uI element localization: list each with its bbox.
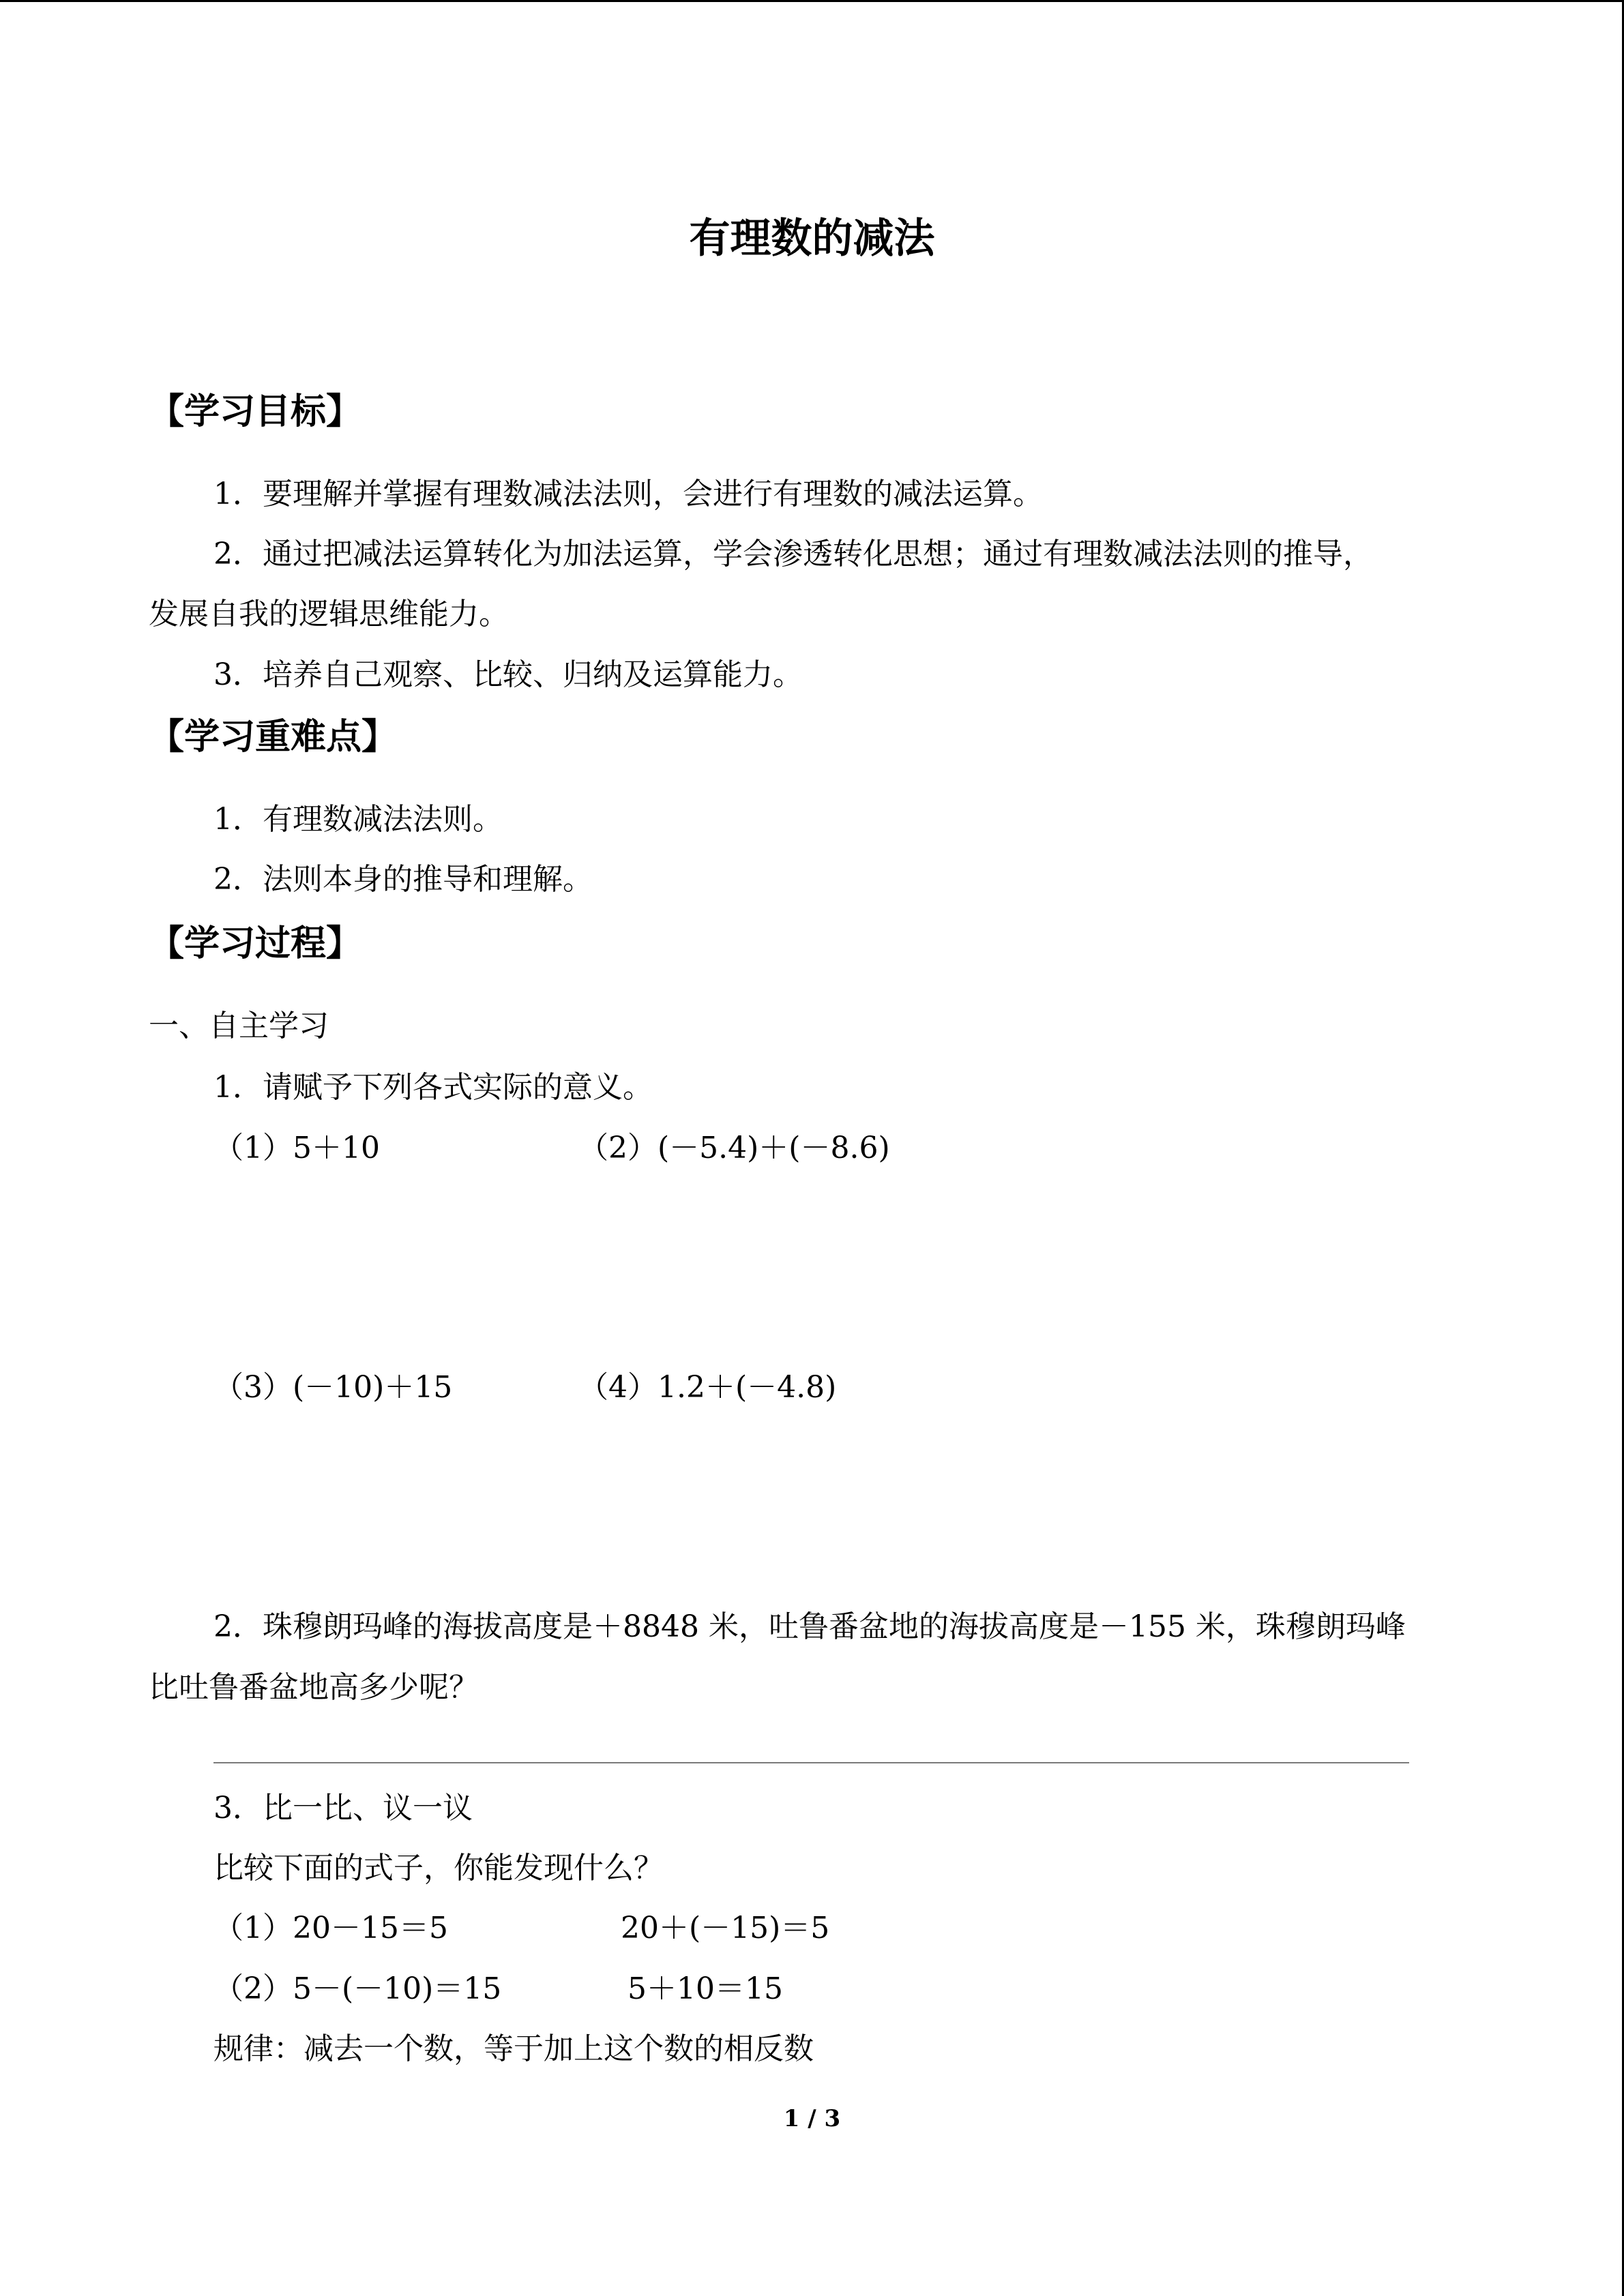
objective-item-2-continued: 发展自我的逻辑思维能力。 xyxy=(149,597,509,631)
question-1: 1．请赋予下列各式实际的意义。 xyxy=(213,1070,653,1105)
expression-item-4: （4）1.2＋(－4.8) xyxy=(578,1370,837,1405)
rule-statement: 规律：减去一个数，等于加上这个数的相反数 xyxy=(213,2031,814,2066)
section-heading-key-points: 【学习重难点】 xyxy=(149,716,398,758)
objective-item-2: 2．通过把减法运算转化为加法运算，学会渗透转化思想；通过有理数减法法则的推导， xyxy=(213,537,1373,571)
section-heading-process: 【学习过程】 xyxy=(149,923,362,964)
question-3-prompt: 比较下面的式子，你能发现什么？ xyxy=(213,1851,664,1885)
comparison-row-2-left: （2）5－(－10)＝15 xyxy=(213,1971,502,2006)
comparison-row-1-right: 20＋(－15)＝5 xyxy=(621,1911,830,1945)
section-heading-objectives: 【学习目标】 xyxy=(149,391,362,432)
comparison-row-1-left: （1）20－15＝5 xyxy=(213,1911,448,1945)
key-point-item-2: 2．法则本身的推导和理解。 xyxy=(213,862,593,897)
expression-item-2: （2）(－5.4)＋(－8.6) xyxy=(578,1131,890,1165)
expression-item-1: （1）5＋10 xyxy=(213,1131,380,1165)
question-2: 2．珠穆朗玛峰的海拔高度是＋8848 米，吐鲁番盆地的海拔高度是－155 米，珠穆朗玛峰 xyxy=(213,1609,1406,1644)
page-title: 有理数的减法 xyxy=(689,215,935,263)
objective-item-1: 1．要理解并掌握有理数减法法则，会进行有理数的减法运算。 xyxy=(213,477,1043,511)
part-one-heading: 一、自主学习 xyxy=(149,1009,329,1043)
key-point-item-1: 1．有理数减法法则。 xyxy=(213,802,503,837)
question-2-continued: 比吐鲁番盆地高多少呢？ xyxy=(149,1670,479,1705)
expression-item-3: （3）(－10)＋15 xyxy=(213,1370,453,1405)
comparison-row-2-right: 5＋10＝15 xyxy=(628,1971,783,2006)
question-3: 3．比一比、议一议 xyxy=(213,1791,473,1825)
answer-line xyxy=(213,1762,1409,1763)
page-border-top xyxy=(0,0,1624,2)
page-number: 1 / 3 xyxy=(783,2105,841,2132)
objective-item-3: 3．培养自己观察、比较、归纳及运算能力。 xyxy=(213,657,803,692)
